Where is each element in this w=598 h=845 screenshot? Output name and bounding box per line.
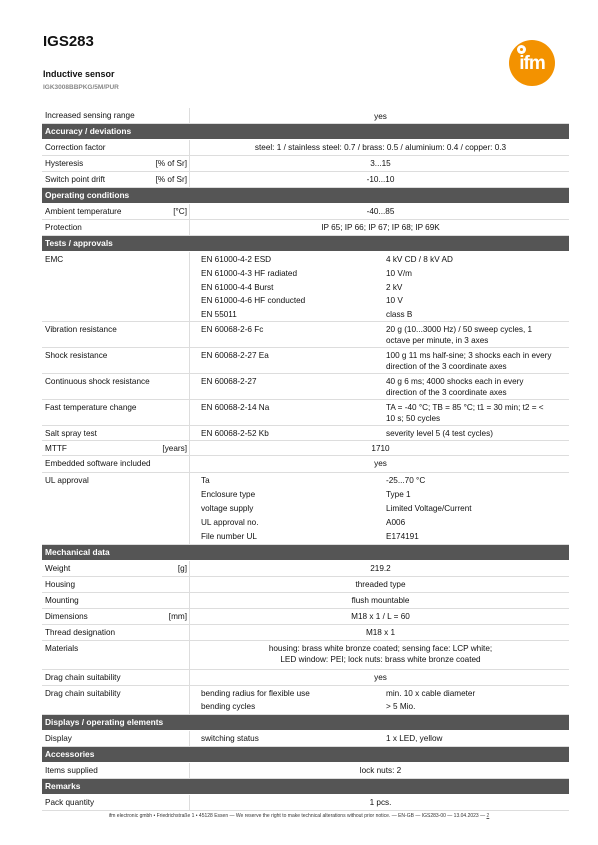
table-row (42, 456, 569, 473)
test-value: TA = -40 °C; TB = 85 °C; t1 = 30 min; t2 = < (386, 403, 544, 412)
test-standard: EN 60068-2-27 (201, 377, 257, 386)
section-header: Remarks (42, 779, 569, 795)
test-standard: EN 61000-4-2 ESD (201, 255, 272, 264)
row-value: lock nuts: 2 (359, 766, 402, 775)
test-value: 2 kV (386, 283, 403, 292)
product-subtitle: Inductive sensor (43, 69, 115, 79)
approval-key: voltage supply (201, 504, 254, 513)
table-row (42, 108, 569, 124)
test-value: severity level 5 (4 test cycles) (386, 429, 493, 438)
row-unit: [% of Sr] (155, 175, 187, 184)
row-label: Increased sensing range (45, 111, 135, 120)
approval-key: Enclosure type (201, 490, 256, 499)
table-row (42, 426, 569, 441)
row-value: housing: brass white bronze coated; sensing face: LCP white; (268, 644, 493, 653)
approval-value: Limited Voltage/Current (386, 504, 472, 513)
section-header: Accuracy / deviations (42, 124, 569, 140)
spec-key: bending radius for flexible use (201, 689, 310, 698)
test-value: 10 V (386, 296, 403, 305)
row-label: Hysteresis (45, 159, 84, 168)
row-unit: [years] (162, 444, 187, 453)
test-value: 10 s; 50 cycles (386, 414, 441, 423)
row-unit: [°C] (173, 207, 187, 216)
table-row (42, 204, 569, 220)
table-row (42, 441, 569, 456)
row-value: 3...15 (370, 159, 391, 168)
table-row (42, 172, 569, 188)
table-row (42, 220, 569, 236)
table-row (42, 322, 569, 348)
spec-key: switching status (201, 734, 259, 743)
row-value: LED window: PEI; lock nuts: brass white bronze coated (280, 655, 481, 664)
spec-key: bending cycles (201, 702, 256, 711)
row-label: Fast temperature change (45, 403, 137, 412)
test-value: 4 kV CD / 8 kV AD (386, 255, 453, 264)
row-unit: [% of Sr] (155, 159, 187, 168)
page-footer (0, 813, 598, 819)
row-value: yes (374, 112, 387, 121)
row-unit: [g] (177, 564, 187, 573)
row-label: Correction factor (45, 143, 106, 152)
test-value: class B (386, 310, 413, 319)
row-label: Housing (45, 580, 76, 589)
row-value: -10...10 (366, 175, 395, 184)
test-standard: EN 61000-4-4 Burst (201, 283, 274, 292)
section-header: Mechanical data (42, 545, 569, 561)
section-header: Displays / operating elements (42, 715, 569, 731)
spec-table (42, 108, 569, 811)
row-value: M18 x 1 (365, 628, 396, 637)
row-value: steel: 1 / stainless steel: 0.7 / brass: 0.5 / aluminium: 0.4 / copper: 0.3 (254, 143, 507, 152)
row-label: Items supplied (45, 766, 98, 775)
spec-value: 1 x LED, yellow (386, 734, 443, 743)
table-row (42, 609, 569, 625)
test-value: direction of the 3 coordinate axes (386, 362, 507, 371)
approval-key: Ta (201, 476, 210, 485)
test-value: 100 g 11 ms half-sine; 3 shocks each in every (386, 351, 552, 360)
row-label: Shock resistance (45, 351, 108, 360)
table-row (42, 348, 569, 374)
table-row (42, 731, 569, 747)
row-label: Switch point drift (45, 175, 106, 184)
test-value: direction of the 3 coordinate axes (386, 388, 507, 397)
approval-value: A006 (386, 518, 406, 527)
row-label: Embedded software included (45, 459, 151, 468)
row-unit: [mm] (168, 612, 187, 621)
row-value: M18 x 1 / L = 60 (351, 612, 410, 621)
row-value: 219.2 (370, 564, 391, 573)
row-value: yes (374, 459, 387, 468)
ifm-logo (509, 40, 555, 86)
table-row (42, 252, 569, 322)
row-label: Ambient temperature (45, 207, 122, 216)
row-label: Pack quantity (45, 798, 95, 807)
row-label: Thread designation (45, 628, 116, 637)
row-label: UL approval (45, 476, 89, 485)
test-standard: EN 61000-4-3 HF radiated (201, 269, 298, 278)
row-label: Weight (45, 564, 71, 573)
test-value: 20 g (10...3000 Hz) / 50 sweep cycles, 1 (386, 325, 533, 334)
row-value: -40...85 (366, 207, 395, 216)
table-row (42, 625, 569, 641)
row-value: 1710 (371, 444, 390, 453)
row-value: yes (374, 673, 387, 682)
spec-value: min. 10 x cable diameter (386, 689, 476, 698)
table-row (42, 795, 569, 811)
row-value: 1 pcs. (369, 798, 392, 807)
row-label: MTTF (45, 444, 67, 453)
test-standard: EN 60068-2-27 Ea (201, 351, 269, 360)
table-row (42, 400, 569, 426)
test-standard: EN 61000-4-6 HF conducted (201, 296, 306, 305)
page-number-link[interactable]: 2 (486, 813, 490, 819)
row-value: threaded type (355, 580, 406, 589)
row-label: Drag chain suitability (45, 689, 121, 698)
table-row (42, 670, 569, 686)
row-label: EMC (45, 255, 64, 264)
table-row (42, 763, 569, 779)
row-value: IP 65; IP 66; IP 67; IP 68; IP 69K (321, 223, 440, 232)
logo-dot-inner (520, 48, 523, 51)
approval-key: File number UL (201, 532, 257, 541)
table-row (42, 561, 569, 577)
test-standard: EN 60068-2-52 Kb (201, 429, 269, 438)
product-title: IGS283 (43, 33, 94, 50)
test-value: octave per minute, in 3 axes (386, 336, 489, 345)
approval-value: Type 1 (386, 490, 411, 499)
section-header: Tests / approvals (42, 236, 569, 252)
approval-key: UL approval no. (201, 518, 259, 527)
table-row (42, 577, 569, 593)
article-code: IGK3008BBPKG/5M/PUR (43, 84, 119, 91)
spec-value: > 5 Mio. (386, 702, 416, 711)
row-label: Protection (45, 223, 82, 232)
table-row (42, 593, 569, 609)
row-label: Display (45, 734, 72, 743)
section-header: Operating conditions (42, 188, 569, 204)
table-row (42, 140, 569, 156)
row-label: Drag chain suitability (45, 673, 121, 682)
test-standard: EN 55011 (201, 310, 237, 319)
table-row (42, 156, 569, 172)
row-label: Salt spray test (45, 429, 97, 438)
test-standard: EN 60068-2-14 Na (201, 403, 270, 412)
approval-value: -25...70 °C (386, 476, 426, 485)
section-header: Accessories (42, 747, 569, 763)
row-value: flush mountable (351, 596, 410, 605)
row-label: Materials (45, 644, 79, 653)
test-value: 10 V/m (386, 269, 412, 278)
test-standard: EN 60068-2-6 Fc (201, 325, 264, 334)
row-label: Mounting (45, 596, 79, 605)
table-row (42, 473, 569, 545)
row-label: Continuous shock resistance (45, 377, 150, 386)
row-label: Vibration resistance (45, 325, 117, 334)
table-row (42, 374, 569, 400)
table-row (42, 641, 569, 670)
approval-value: E174191 (386, 532, 419, 541)
logo-text: ifm (519, 53, 545, 74)
row-label: Dimensions (45, 612, 88, 621)
test-value: 40 g 6 ms; 4000 shocks each in every (386, 377, 524, 386)
footer-text: ifm electronic gmbh • Friedrichstraße 1 • 45128 Essen — We reserve the right to make technical alterations without prior notice. — EN-GB — IGS283-00 — 13.04.2023 — (108, 813, 486, 819)
table-row (42, 686, 569, 715)
